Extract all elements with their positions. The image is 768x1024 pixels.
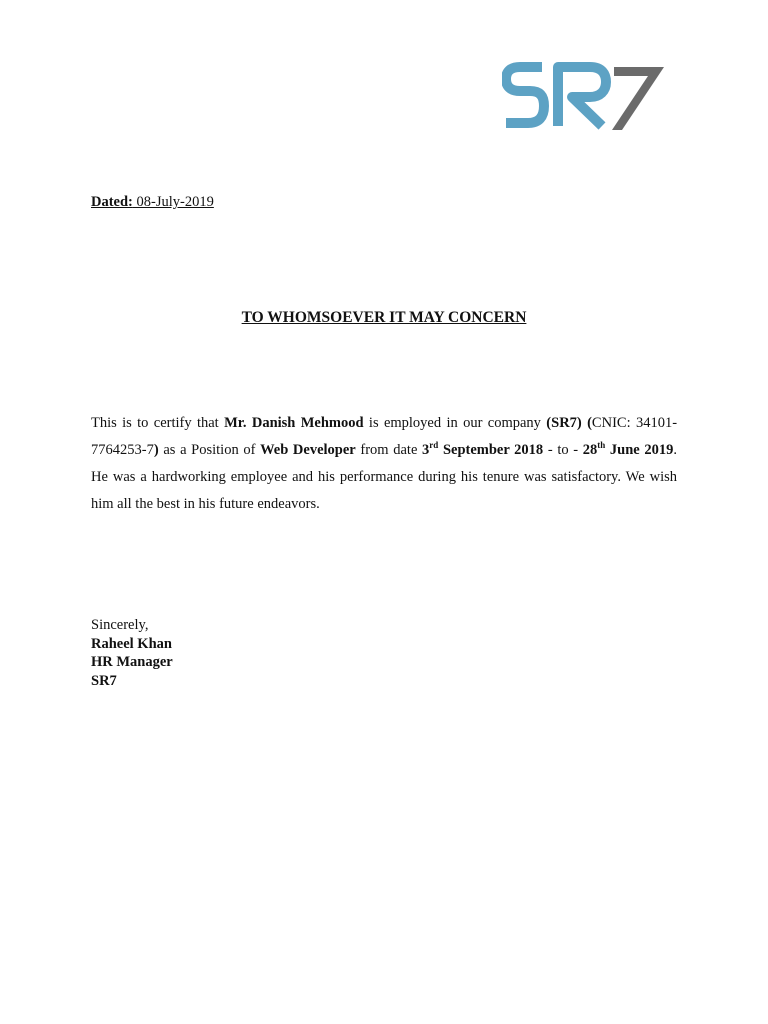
start-day: 3 (422, 442, 430, 458)
body-text-6: . He was a hardworking employee and his performance during his tenure was satisfactory. We wish him all the best in his future endeavors. (91, 442, 677, 512)
body-text-3: as a Position of (158, 442, 261, 458)
letter-body (91, 410, 677, 518)
logo-letter-s (506, 67, 544, 123)
signatory-name: Raheel Khan (91, 635, 172, 652)
start-month-year: September 2018 (438, 442, 544, 458)
start-date (422, 442, 543, 458)
body-text-1: This is to certify that (91, 415, 225, 431)
signatory-title: HR Manager (91, 654, 173, 670)
body-text-5: - to - (543, 442, 583, 458)
logo-digit-7 (612, 67, 664, 130)
logo-letter-r (558, 67, 606, 126)
employee-name: Mr. Danish Mehmood (224, 415, 364, 431)
company-name: (SR7) ( (546, 415, 592, 431)
end-day: 28 (582, 442, 598, 458)
start-suffix: rd (429, 440, 439, 451)
date-value: 08-July-2019 (132, 194, 214, 210)
body-text-4: from date (355, 442, 423, 458)
end-suffix: th (597, 440, 606, 451)
end-date (583, 442, 674, 458)
sign-off: Sincerely, (91, 617, 149, 633)
position-title: Web Developer (260, 442, 356, 458)
signatory-company: SR7 (91, 672, 117, 689)
letter-closing (91, 616, 173, 690)
end-month-year: June 2019 (605, 442, 674, 458)
letter-date (91, 194, 214, 211)
date-label: Dated: (91, 194, 133, 210)
cnic-close: ) (153, 442, 159, 458)
letter-heading: TO WHOMSOEVER IT MAY CONCERN (241, 309, 527, 326)
body-text-2: is employed in our company (363, 415, 547, 431)
cnic-text: CNIC: 34101-7764253-7 (91, 415, 678, 458)
sr7-logo (502, 60, 670, 136)
